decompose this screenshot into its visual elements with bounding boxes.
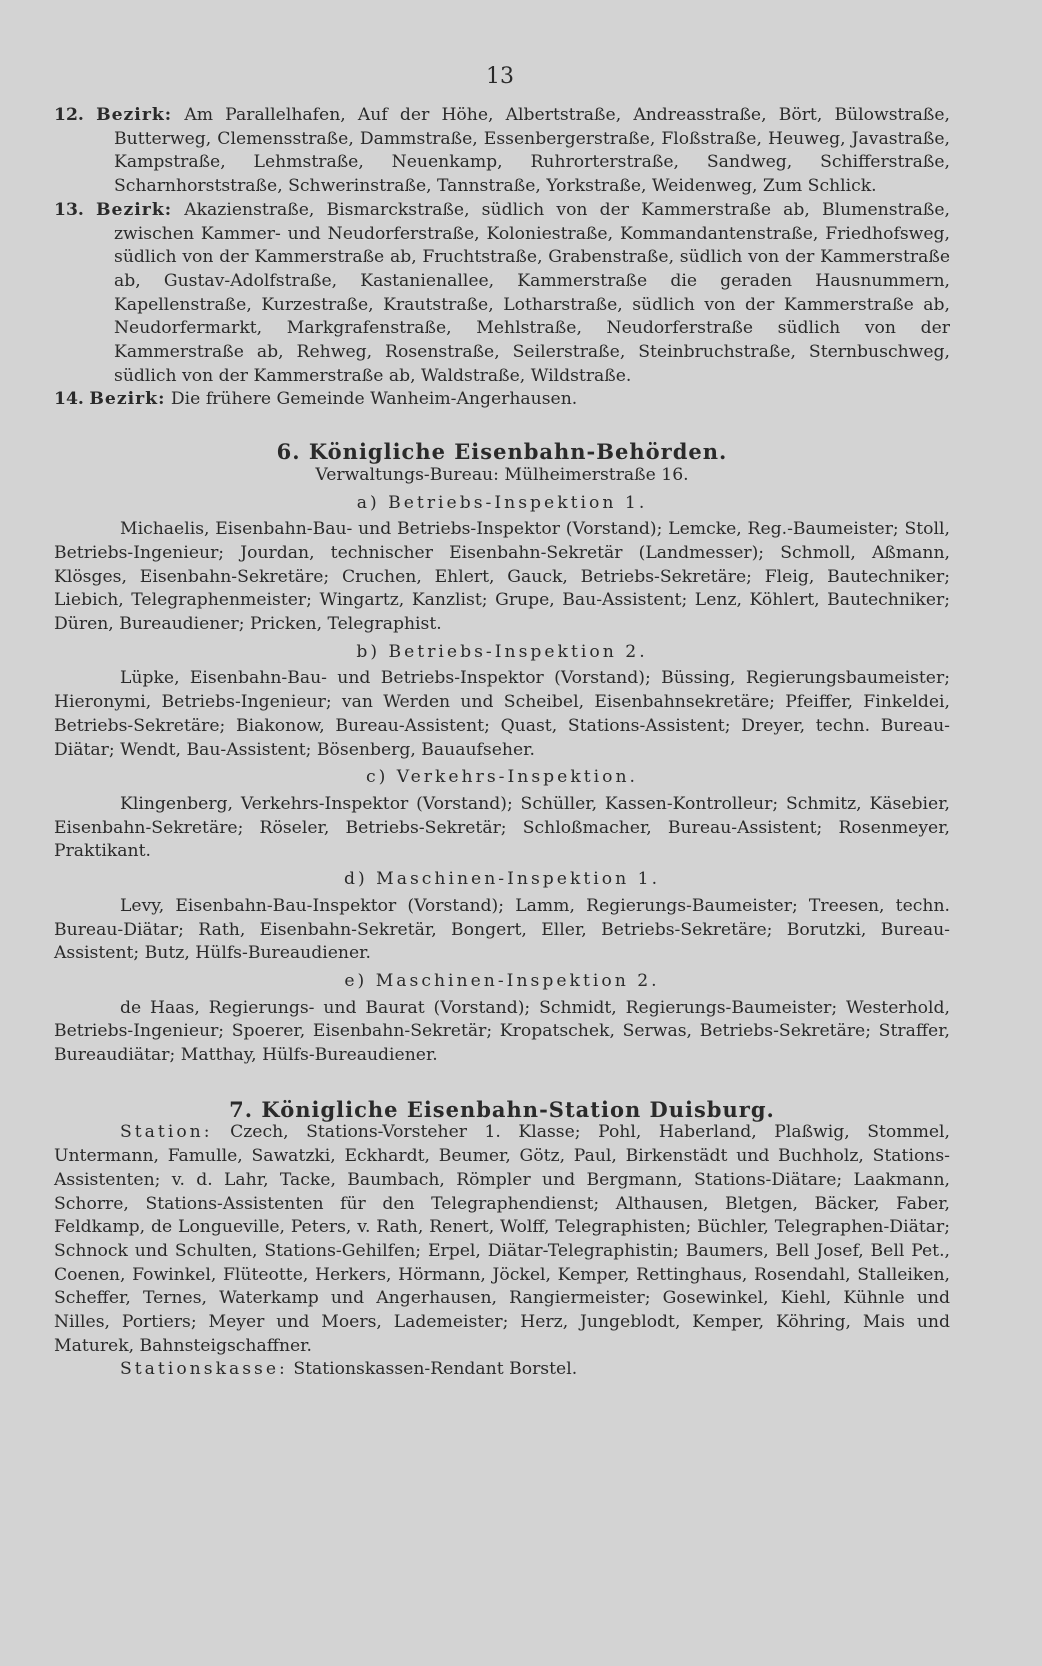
subsection-e-heading: e) Maschinen-Inspektion 2. <box>344 970 660 991</box>
section-6-office: Verwaltungs-Bureau: Mülheimerstraße 16. <box>315 464 689 485</box>
bezirk-label: Bezirk: <box>96 105 173 125</box>
bezirk-text: Akazienstraße, Bismarckstraße, südlich von der Kammerstraße ab, Blumenstraße, zwischen Kammer- und Neudorferstraße, Koloniestraße, Kommandantenstraße, Friedhofsweg, südlich von der Kammerstraße ab, Fruchtstraße, Grabenstraße, südlich von der Kammerstraße ab, Gustav-Adolfstraße, Kastanienallee, Kammerstraße die geraden Hausnummern, Kapellenstraße, Kurzestraße, Krautstraße, Lotharstraße, südlich von der Kammerstraße ab, Neudorfermarkt, Markgrafenstraße, Mehlstraße, Neudorferstraße südlich von der Kammerstraße ab, Rehweg, Rosenstraße, Seilerstraße, Steinbruchstraße, Sternbuschweg, südlich von der Kammerstraße ab, Waldstraße, Wildstraße. <box>114 199 951 386</box>
subsection-d-heading: d) Maschinen-Inspektion 1. <box>343 869 661 890</box>
page-content <box>54 104 950 1382</box>
subsection-e-text: de Haas, Regierungs- und Baurat (Vorstand); Schmidt, Regierungs-Baumeister; Westerhold, Betriebs-Ingenieur; Spoerer, Eisenbahn-Sekretär; Kropatschek, Serwas, Betriebs-Sekretäre; Straffer, Bureaudiätar; Matthay, Hülfs-Bureaudiener. <box>54 997 950 1066</box>
stationskasse-label: Stationskasse: <box>120 1359 288 1380</box>
station-text: Czech, Stations-Vorsteher 1. Klasse; Pohl, Haberland, Plaßwig, Stommel, Untermann, Famulle, Sawatzki, Eckhardt, Beumer, Götz, Paul, Birkenstädt und Buchholz, Stations-Assistenten; v. d. Lahr, Tacke, Baumbach, Römpler und Bergmann, Stations-Diätare; Laakmann, Schorre, Stations-Assistenten für den Telegraphendienst; Althausen, Bletgen, Bäcker, Faber, Feldkamp, de Longueville, Peters, v. Rath, Renert, Wolff, Telegraphisten; Büchler, Telegraphen-Diätar; Schnock und Schulten, Stations-Gehilfen; Erpel, Diätar-Telegraphistin; Baumers, Bell Josef, Bell Pet., Coenen, Fowinkel, Flüteotte, Herkers, Hörmann, Jöckel, Kemper, Rettinghaus, Rosendahl, Stalleiken, Scheffer, Ternes, Waterkamp und Angerhausen, Rangiermeister; Gosewinkel, Kiehl, Kühnle und Nilles, Portiers; Meyer und Moers, Lademeister; Herz, Jungeblodt, Kemper, Köhring, Mais und Maturek, Bahnsteigschaffner. <box>54 1122 950 1356</box>
stationskasse-paragraph <box>54 1358 950 1382</box>
bezirk-number: 14. <box>54 389 84 410</box>
bezirk-label: Bezirk: <box>96 199 173 220</box>
subsection-a-text: Michaelis, Eisenbahn-Bau- und Betriebs-Inspektor (Vorstand); Lemcke, Reg.-Baumeister; Stoll, Betriebs-Ingenieur; Jourdan, technischer Eisenbahn-Sekretär (Landmesser); Schmoll, Aßmann, Klösges, Eisenbahn-Sekretäre; Cruchen, Ehlert, Gauck, Betriebs-Sekretäre; Fleig, Bautechniker; Liebich, Telegraphenmeister; Wingartz, Kanzlist; Grupe, Bau-Assistent; Lenz, Köhlert, Bautechniker; Düren, Bureaudiener; Pricken, Telegraphist. <box>54 519 950 635</box>
bezirk-12 <box>54 104 950 199</box>
bezirk-number: 13. <box>54 199 84 220</box>
bezirk-text: Am Parallelhafen, Auf der Höhe, Albertstraße, Andreasstraße, Bört, Bülowstraße, Butterweg, Clemensstraße, Dammstraße, Essenbergerstraße, Floßstraße, Heuweg, Javastraße, Kampstraße, Lehmstraße, Neuenkamp, Ruhrorterstraße, Sandweg, Schifferstraße, Scharnhorststraße, Schwerinstraße, Tannstraße, Yorkstraße, Weidenweg, Zum Schlick. <box>114 105 951 197</box>
bezirk-14 <box>54 388 950 412</box>
bezirk-number: 12. <box>54 105 84 125</box>
section-7-title: 7. Königliche Eisenbahn-Station Duisburg. <box>229 1096 775 1122</box>
subsection-d-text: Levy, Eisenbahn-Bau-Inspektor (Vorstand); Lamm, Regierungs-Baumeister; Treesen, techn. Bureau-Diätar; Rath, Eisenbahn-Sekretär, Bongert, Eller, Betriebs-Sekretäre; Borutzki, Bureau-Assistent; Butz, Hülfs-Bureaudiener. <box>54 895 950 964</box>
bezirk-label: Bezirk: <box>89 389 166 410</box>
subsection-a-heading: a) Betriebs-Inspektion 1. <box>356 492 648 513</box>
subsection-c-text: Klingenberg, Verkehrs-Inspektor (Vorstand); Schüller, Kassen-Kontrolleur; Schmitz, Käsebier, Eisenbahn-Sekretäre; Röseler, Betriebs-Sekretär; Schloßmacher, Bureau-Assistent; Rosenmeyer, Praktikant. <box>54 793 950 862</box>
section-6-title: 6. Königliche Eisenbahn-Behörden. <box>276 439 728 465</box>
station-paragraph <box>54 1121 950 1358</box>
bezirk-text: Die frühere Gemeinde Wanheim-Angerhausen. <box>170 389 578 410</box>
stationskasse-text: Stationskassen-Rendant Borstel. <box>293 1359 578 1380</box>
subsection-b-text: Lüpke, Eisenbahn-Bau- und Betriebs-Inspektor (Vorstand); Büssing, Regierungsbaumeister; Hieronymi, Betriebs-Ingenieur; van Werden und Scheibel, Eisenbahnsekretäre; Pfeiffer, Finkeldei, Betriebs-Sekretäre; Biakonow, Bureau-Assistent; Quast, Stations-Assistent; Dreyer, techn. Bureau-Diätar; Wendt, Bau-Assistent; Bösenberg, Bauaufseher. <box>54 668 950 760</box>
bezirk-13 <box>54 199 950 389</box>
station-label: Station: <box>120 1122 213 1143</box>
subsection-c-heading: c) Verkehrs-Inspektion. <box>365 767 639 788</box>
page-number: 13 <box>486 64 514 89</box>
subsection-b-heading: b) Betriebs-Inspektion 2. <box>356 641 648 662</box>
